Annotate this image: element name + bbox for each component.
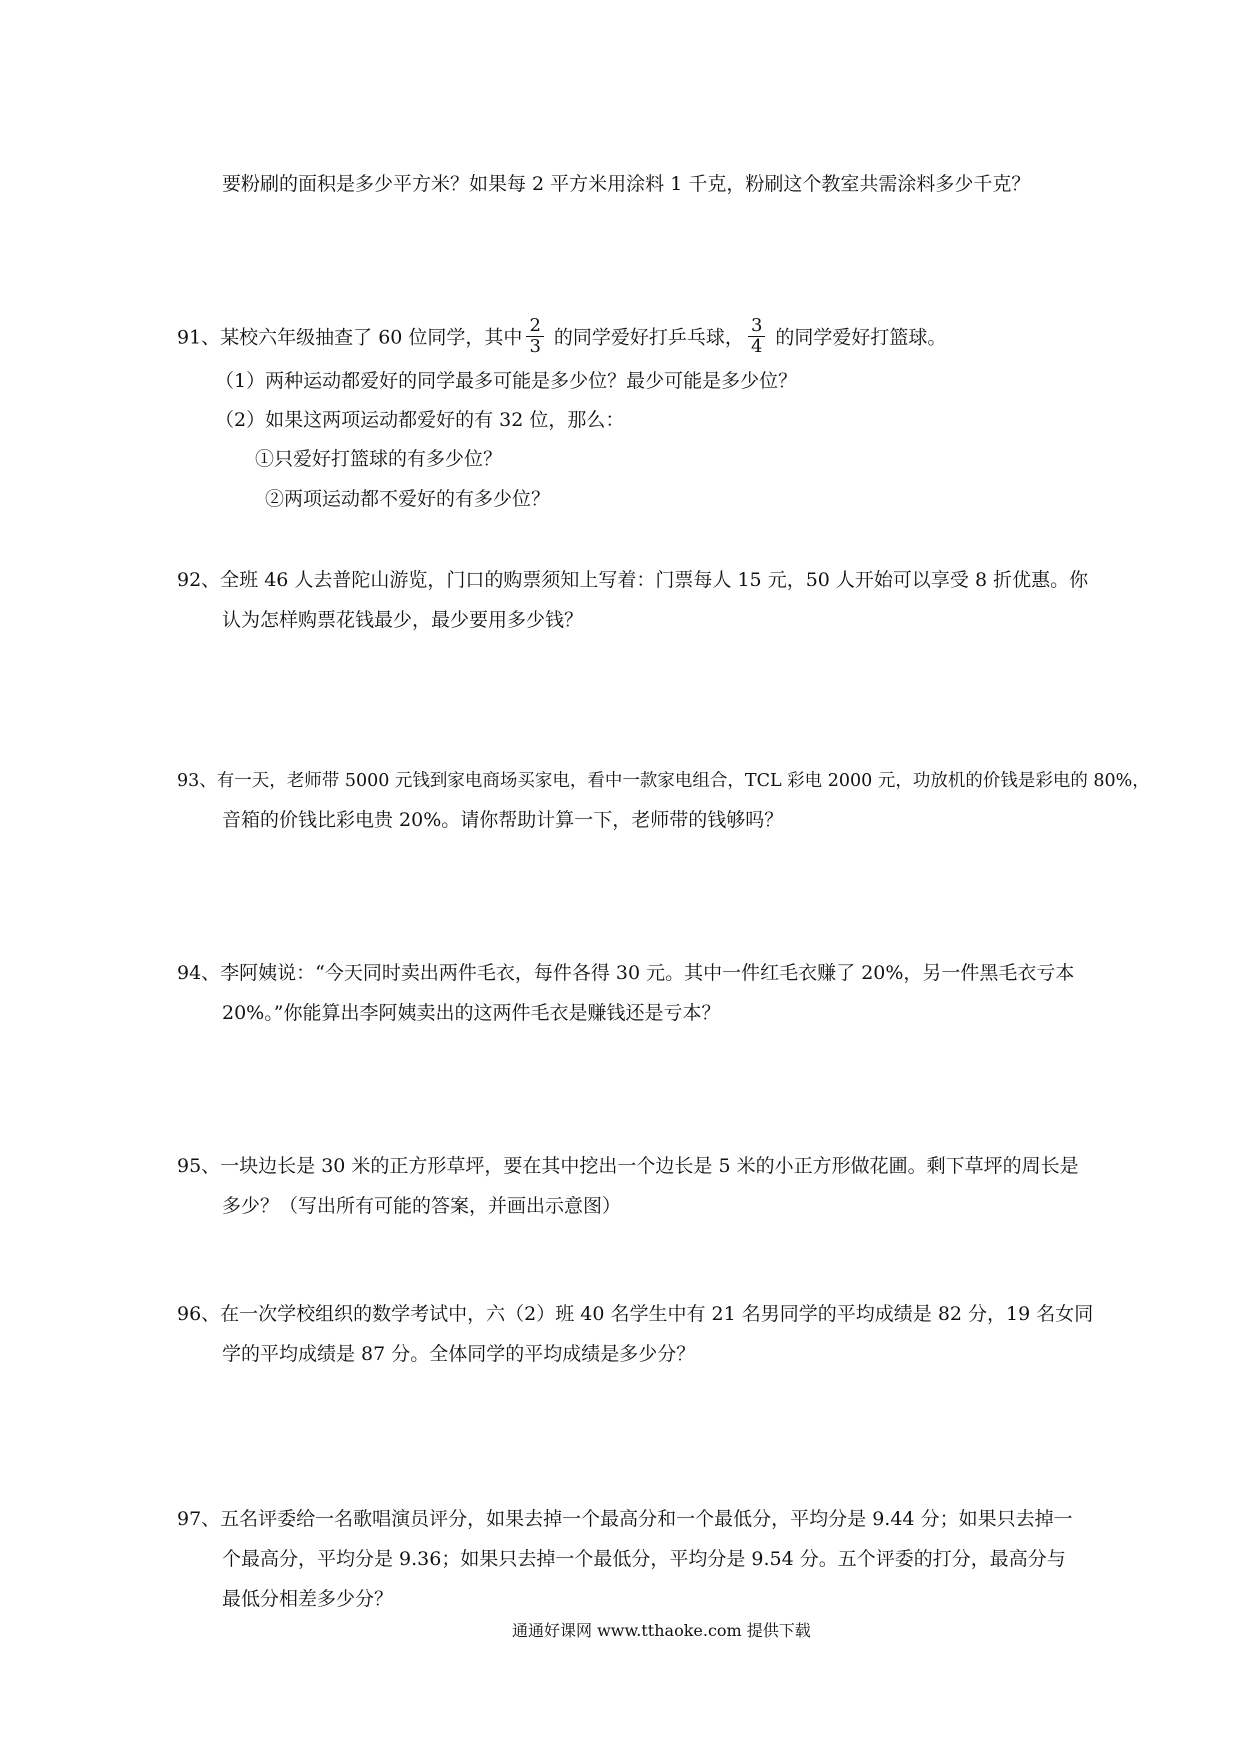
q91-sub2: （2）如果这两项运动都爱好的有 32 位，那么：	[215, 409, 625, 431]
fraction-two-thirds	[526, 316, 543, 357]
fraction-numerator: 2	[526, 316, 543, 337]
q95-line2: 多少？（写出所有可能的答案，并画出示意图）	[222, 1195, 622, 1217]
q97-line3: 最低分相差多少分？	[222, 1588, 394, 1610]
fraction-denominator: 3	[529, 336, 541, 357]
q96-line2: 学的平均成绩是 87 分。全体同学的平均成绩是多少分？	[222, 1343, 696, 1365]
q92-line1: 92、全班 46 人去普陀山游览，门口的购票须知上写着：门票每人 15 元，50 人开始可以享受 8 折优惠。你	[177, 569, 1089, 591]
q91-sub2b: ②两项运动都不爱好的有多少位？	[265, 488, 551, 510]
q97-line1: 97、五名评委给一名歌唱演员评分，如果去掉一个最高分和一个最低分，平均分是 9.44 分；如果只去掉一	[177, 1508, 1073, 1530]
q91-stem	[177, 315, 947, 359]
q97-line2: 个最高分，平均分是 9.36；如果只去掉一个最低分，平均分是 9.54 分。五个评委的打分，最高分与	[222, 1548, 1066, 1570]
fraction-three-quarters	[748, 316, 765, 357]
q94-line2: 20%。”你能算出李阿姨卖出的这两件毛衣是赚钱还是亏本？	[222, 1002, 721, 1024]
q96-line1: 96、在一次学校组织的数学考试中，六（2）班 40 名学生中有 21 名男同学的平均成绩是 82 分，19 名女同	[177, 1303, 1094, 1325]
q91-mid: 的同学爱好打乒乓球，	[547, 326, 744, 349]
q91-sub1: （1）两种运动都爱好的同学最多可能是多少位？最少可能是多少位？	[215, 370, 798, 392]
q92-line2: 认为怎样购票花钱最少，最少要用多少钱？	[222, 609, 584, 631]
q91-sub2a: ①只爱好打篮球的有多少位？	[255, 448, 503, 470]
q93-line1: 93、有一天，老师带 5000 元钱到家电商场买家电，看中一款家电组合，TCL 彩电 2000 元，功放机的价钱是彩电的 80%，	[177, 771, 1150, 791]
q94-line1: 94、李阿姨说：“今天同时卖出两件毛衣，每件各得 30 元。其中一件红毛衣赚了 20%，另一件黑毛衣亏本	[177, 962, 1075, 984]
fraction-denominator: 4	[750, 336, 763, 357]
q95-line1: 95、一块边长是 30 米的正方形草坪，要在其中挖出一个边长是 5 米的小正方形做花圃。剩下草坪的周长是	[177, 1155, 1079, 1177]
fraction-numerator: 3	[748, 316, 765, 337]
q90-tail-text: 要粉刷的面积是多少平方米？如果每 2 平方米用涂料 1 千克，粉刷这个教室共需涂料多少千克？	[222, 173, 1031, 195]
q93-line2: 音箱的价钱比彩电贵 20%。请你帮助计算一下，老师带的钱够吗？	[222, 809, 784, 831]
q91-suffix: 的同学爱好打篮球。	[769, 326, 947, 349]
q91-prefix: 91、某校六年级抽查了 60 位同学，其中	[177, 326, 523, 349]
page-footer: 通通好课网 www.tthaoke.com 提供下载	[512, 1621, 811, 1640]
